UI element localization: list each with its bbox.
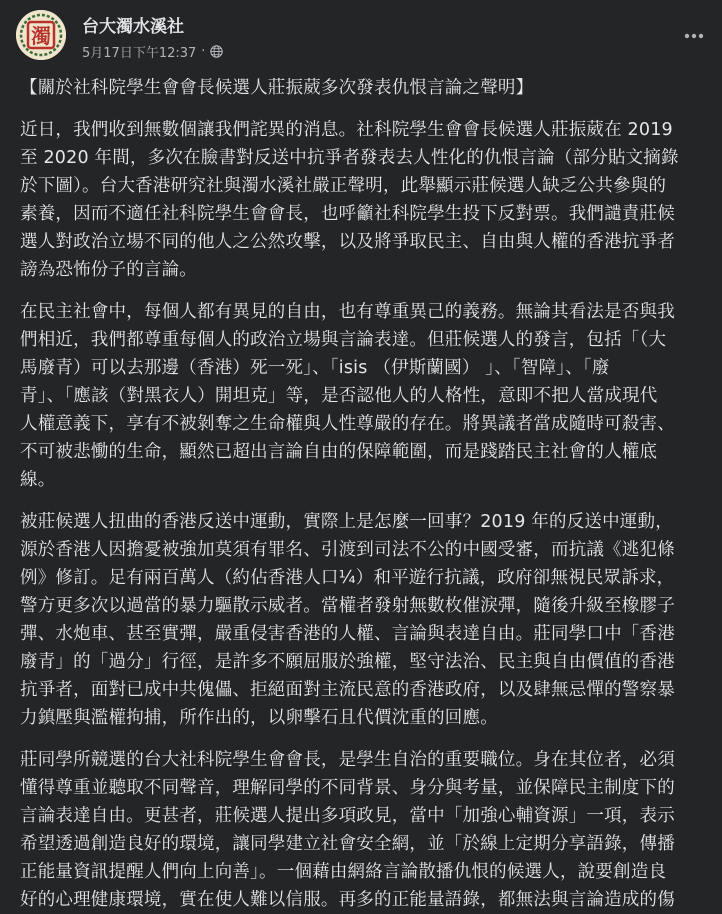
post-paragraph: 在民主社會中，每個人都有異見的自由，也有尊重異己的義務。無論其看法是否與我 們相近，我們都尊重每個人的政治立場與言論表達。但莊候選人的發言，包括「（大 馬廢青）可以去那邊（香港）死一死」、「isis （伊斯蘭國） 」、「智障」、「廢 青」、「應該（對黑衣人）開坦克」等，是否認他人的人格性，意即不把人當成現代 人權意義下，享有不被剝奪之生命權與人性尊嚴的存在。將異議者當成隨時可殺害、 不可被悲慟的生命，顯然已超出言論自由的保障範圍，而是踐踏民主社會的人權底 線。	[20, 302, 675, 490]
page-logo-icon	[16, 10, 66, 60]
post-body	[20, 74, 716, 914]
page-avatar[interactable]	[16, 10, 66, 60]
post-timestamp[interactable]: 5月17日下午12:37	[82, 46, 197, 61]
post-paragraph: 近日，我們收到無數個讓我們詫異的消息。社科院學生會會長候選人莊振葳在 2019 至 2020 年間，多次在臉書對反送中抗爭者發表去人性化的仇恨言論（部分貼文摘錄 於下圖）。台大香港研究社與濁水溪社嚴正聲明，此舉顯示莊候選人缺乏公共參與的 素養，因而不適任社科院學生會會長，也呼籲社科院學生投下反對票。我們譴責莊候 選人對政治立場不同的他人之公然攻擊，以及將爭取民主、自由與人權的香港抗爭者 謗為恐怖份子的言論。	[20, 120, 679, 280]
meta-separator: ·	[201, 44, 206, 59]
avatar-glyph: 濁	[31, 24, 51, 48]
post-paragraph: 莊同學所競選的台大社科院學生會會長，是學生自治的重要職位。身在其位者，必須 懂得尊重並聽取不同聲音，理解同學的不同背景、身分與考量，並保障民主制度下的 言論表達自由。更甚者，莊候選人提出多項政見，當中「加強心輔資源」一項，表示 希望透過創造良好的環境，讓同學建立社會安全網，並「於線上定期分享語錄，傳播 正能量資訊提醒人們向上向善」。一個藉由網絡言論散播仇恨的候選人，說要創造良 好的心理健康環境，實在使人難以信服。再多的正能量語錄，都無法與言論造成的傷	[20, 750, 675, 910]
post-meta	[82, 42, 223, 61]
globe-icon[interactable]	[210, 45, 223, 58]
post-title: 【關於社科院學生會會長候選人莊振葳多次發表仇恨言論之聲明】	[20, 78, 534, 98]
post-header	[0, 0, 722, 72]
more-options-icon	[680, 22, 708, 50]
more-options-button[interactable]	[680, 22, 708, 50]
post-paragraph: 被莊候選人扭曲的香港反送中運動，實際上是怎麼一回事？2019 年的反送中運動， 源於香港人因擔憂被強加莫須有罪名、引渡到司法不公的中國受審，而抗議《逃犯條 例》修訂。足有兩百萬人（約佔香港人口¼）和平遊行抗議，政府卻無視民眾訴求， 警方更多次以過當的暴力驅散示威者。當權者發射無數枚催淚彈，隨後升級至橡膠子 彈、水炮車、甚至實彈，嚴重侵害香港的人權、言論與表達自由。莊同學口中「香港 廢青」的「過分」行徑，是許多不願屈服於強權，堅守法治、民主與自由價值的香港 抗爭者，面對已成中共傀儡、拒絕面對主流民意的香港政府，以及肆無忌憚的警察暴 力鎮壓與濫權拘捕，所作出的，以卵擊石且代價沈重的回應。	[20, 512, 675, 728]
page-name-link[interactable]: 台大濁水溪社	[82, 17, 184, 37]
